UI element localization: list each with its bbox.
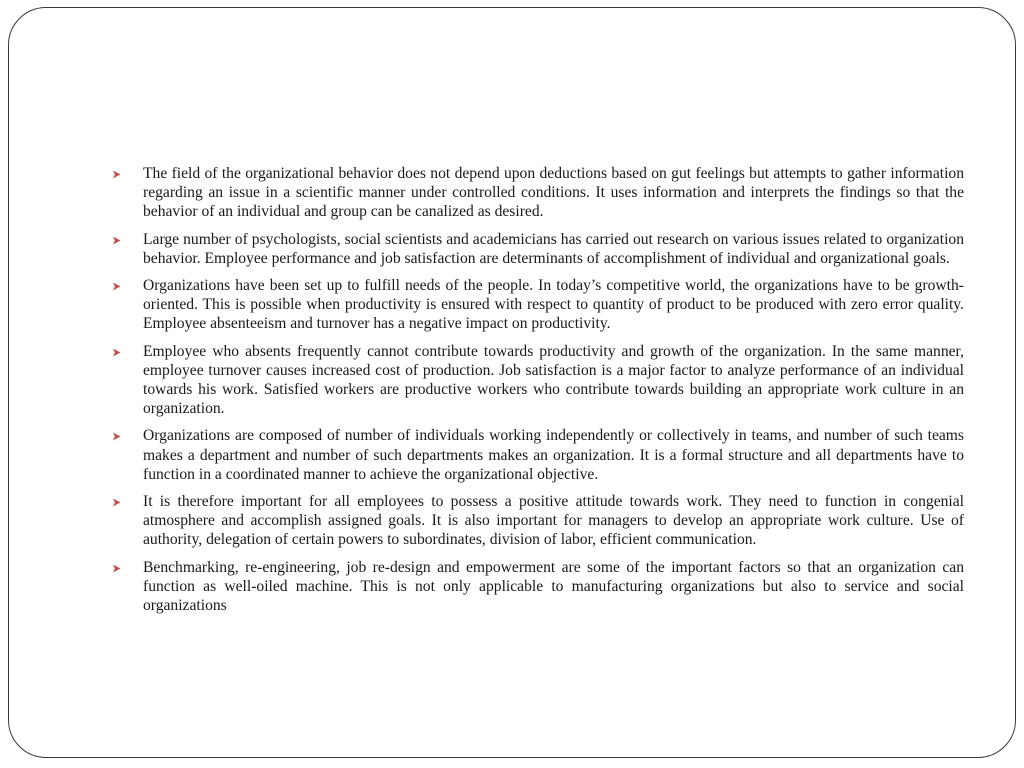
bullet-text: Employee who absents frequently cannot contribute towards productivity and growth of the organization. In the same manner, employee turnover causes increased cost of production. Job satisfaction is a major factor to analyze performance of an individual towards his work. Satisfied workers are productive workers who contribute towards building an appropriate work culture in an organization. [143,342,964,418]
bullet-text: Organizations are composed of number of individuals working independently or collectively in teams, and number of such teams makes a department and number of such departments makes an organization. It is a formal structure and all departments have to function in a coordinated manner to achieve the organizational objective. [143,427,964,483]
bullet-list [112,164,964,615]
bullet-item-7 [112,558,964,616]
bullet-text: Large number of psychologists, social scientists and academicians has carried out research on various issues related to organization behavior. Employee performance and job satisfaction are determinants of accomplishment of individual and organizational goals. [143,230,964,267]
bullet-item-6 [112,492,964,550]
bullet-text: The field of the organizational behavior does not depend upon deductions based on gut feelings but attempts to gather information regarding an issue in a scientific manner under controlled conditions. It uses information and interprets the findings so that the behavior of an individual and group can be canalized as desired. [143,165,964,221]
bullet-text: Benchmarking, re-engineering, job re-design and empowerment are some of the important factors so that an organization can function as well-oiled machine. This is not only applicable to manufacturing organizations but also to service and social organizations [143,558,964,615]
bullet-item-3 [112,276,964,334]
arrowhead-bullet-icon [112,564,121,573]
arrowhead-bullet-icon [112,498,121,507]
bullet-item-1 [112,164,964,222]
bullet-item-4 [112,342,964,419]
arrowhead-bullet-icon [112,432,121,441]
slide-content [112,164,964,623]
bullet-text: Organizations have been set up to fulfill needs of the people. In today’s competitive world, the organizations have to be growth-oriented. This is possible when productivity is ensured with respect to quantity of product to be produced with zero error quality. Employee absenteeism and turnover has a negative impact on productivity. [143,277,964,333]
bullet-item-2 [112,230,964,268]
arrowhead-bullet-icon [112,348,121,357]
arrowhead-bullet-icon [112,170,121,179]
bullet-item-5 [112,426,964,484]
bullet-text: It is therefore important for all employees to possess a positive attitude towards work. They need to function in congenial atmosphere and accomplish assigned goals. It is also important for managers to develop an appropriate work culture. Use of authority, delegation of certain powers to subordinates, division of labor, efficient communication. [143,493,964,549]
arrowhead-bullet-icon [112,236,121,245]
arrowhead-bullet-icon [112,282,121,291]
